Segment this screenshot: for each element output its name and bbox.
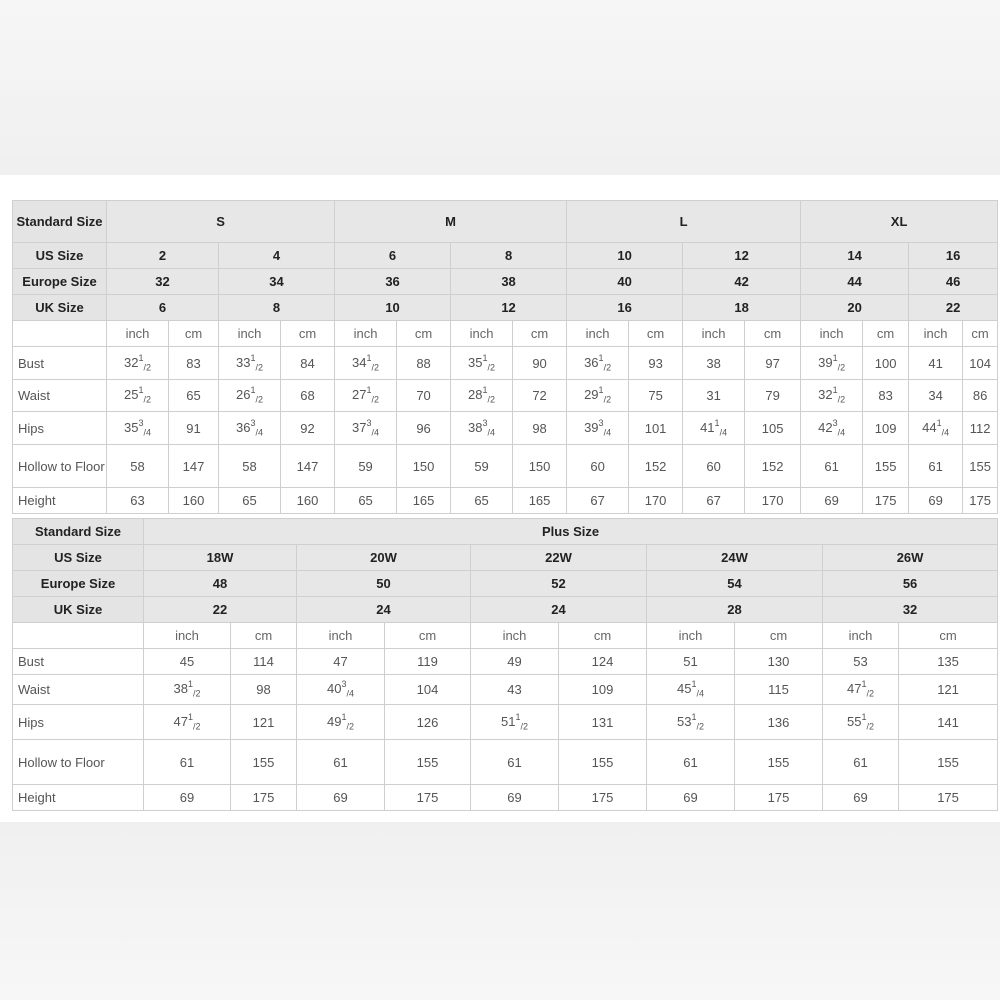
cm-value: 84: [281, 347, 335, 380]
inch-value: $36^3_{/4}$: [219, 412, 281, 445]
measurement-rows: [13, 347, 998, 514]
measurement-row: [13, 412, 998, 445]
inch-value: $42^3_{/4}$: [801, 412, 863, 445]
inch-value: 61: [471, 740, 559, 785]
europe-size-value: 34: [219, 269, 335, 295]
measurement-label: Height: [13, 488, 107, 514]
inch-value: 59: [335, 445, 397, 488]
europe-size-label: Europe Size: [13, 269, 107, 295]
cm-value: 98: [513, 412, 567, 445]
europe-size-value: 54: [647, 571, 823, 597]
inch-value: $47^1_{/2}$: [823, 675, 899, 705]
measurement-row: [13, 675, 998, 705]
inch-value: $47^1_{/2}$: [144, 705, 231, 740]
cm-value: 96: [397, 412, 451, 445]
cm-value: 155: [231, 740, 297, 785]
unit-cm: cm: [963, 321, 998, 347]
inch-value: $25^1_{/2}$: [107, 380, 169, 412]
us-size-row: [13, 545, 998, 571]
inch-value: $41^1_{/4}$: [683, 412, 745, 445]
unit-cm: cm: [231, 623, 297, 649]
europe-size-value: 36: [335, 269, 451, 295]
measurement-row: [13, 488, 998, 514]
inch-value: $34^1_{/2}$: [335, 347, 397, 380]
inch-value: $28^1_{/2}$: [451, 380, 513, 412]
unit-inch: inch: [107, 321, 169, 347]
inch-value: 58: [107, 445, 169, 488]
inch-value: 65: [451, 488, 513, 514]
cm-value: 119: [385, 649, 471, 675]
cm-value: 155: [963, 445, 998, 488]
unit-cm: cm: [513, 321, 567, 347]
measurement-label: Hips: [13, 412, 107, 445]
europe-size-value: 56: [823, 571, 998, 597]
cm-value: 126: [385, 705, 471, 740]
us-size-value: 12: [683, 243, 801, 269]
us-size-value: 16: [909, 243, 998, 269]
cm-value: 160: [281, 488, 335, 514]
uk-size-value: 10: [335, 295, 451, 321]
inch-value: $29^1_{/2}$: [567, 380, 629, 412]
inch-value: $49^1_{/2}$: [297, 705, 385, 740]
cm-value: 152: [629, 445, 683, 488]
inch-value: $37^3_{/4}$: [335, 412, 397, 445]
cm-value: 83: [863, 380, 909, 412]
unit-inch: inch: [335, 321, 397, 347]
measurement-label: Waist: [13, 675, 144, 705]
inch-value: 51: [647, 649, 735, 675]
inch-value: 59: [451, 445, 513, 488]
uk-size-value: 32: [823, 597, 998, 623]
europe-size-label: Europe Size: [13, 571, 144, 597]
cm-value: 72: [513, 380, 567, 412]
inch-value: 34: [909, 380, 963, 412]
cm-value: 109: [863, 412, 909, 445]
measurement-row: [13, 649, 998, 675]
cm-value: 124: [559, 649, 647, 675]
bottom-background: [0, 822, 1000, 1000]
inch-value: 67: [567, 488, 629, 514]
inch-value: 41: [909, 347, 963, 380]
inch-value: 65: [335, 488, 397, 514]
uk-size-value: 8: [219, 295, 335, 321]
inch-value: $32^1_{/2}$: [107, 347, 169, 380]
inch-value: $33^1_{/2}$: [219, 347, 281, 380]
measurement-row: [13, 785, 998, 811]
measurement-row: [13, 380, 998, 412]
measurement-rows: [13, 649, 998, 811]
uk-size-value: 22: [144, 597, 297, 623]
cm-value: 97: [745, 347, 801, 380]
cm-value: 100: [863, 347, 909, 380]
cm-value: 155: [385, 740, 471, 785]
units-blank: [13, 321, 107, 347]
cm-value: 90: [513, 347, 567, 380]
cm-value: 152: [745, 445, 801, 488]
measurement-row: [13, 740, 998, 785]
uk-size-value: 16: [567, 295, 683, 321]
unit-cm: cm: [629, 321, 683, 347]
uk-size-label: UK Size: [13, 597, 144, 623]
uk-size-value: 22: [909, 295, 998, 321]
size-group-m: M: [335, 201, 567, 243]
unit-cm: cm: [899, 623, 998, 649]
cm-value: 150: [513, 445, 567, 488]
inch-value: $26^1_{/2}$: [219, 380, 281, 412]
standard-size-header: Standard Size: [13, 519, 144, 545]
size-group-xl: XL: [801, 201, 998, 243]
us-size-value: 22W: [471, 545, 647, 571]
cm-value: 170: [745, 488, 801, 514]
cm-value: 65: [169, 380, 219, 412]
cm-value: 104: [385, 675, 471, 705]
inch-value: $55^1_{/2}$: [823, 705, 899, 740]
uk-size-value: 28: [647, 597, 823, 623]
inch-value: 61: [144, 740, 231, 785]
inch-value: $32^1_{/2}$: [801, 380, 863, 412]
europe-size-value: 38: [451, 269, 567, 295]
unit-cm: cm: [397, 321, 451, 347]
inch-value: $36^1_{/2}$: [567, 347, 629, 380]
cm-value: 79: [745, 380, 801, 412]
cm-value: 155: [899, 740, 998, 785]
unit-inch: inch: [823, 623, 899, 649]
inch-value: 69: [297, 785, 385, 811]
cm-value: 160: [169, 488, 219, 514]
cm-value: 104: [963, 347, 998, 380]
cm-value: 175: [899, 785, 998, 811]
inch-value: $53^1_{/2}$: [647, 705, 735, 740]
inch-value: $39^1_{/2}$: [801, 347, 863, 380]
uk-size-row: [13, 597, 998, 623]
cm-value: 98: [231, 675, 297, 705]
measurement-label: Hollow to Floor: [13, 445, 107, 488]
units-blank: [13, 623, 144, 649]
europe-size-value: 48: [144, 571, 297, 597]
top-background: [0, 0, 1000, 175]
cm-value: 115: [735, 675, 823, 705]
size-group-plus: Plus Size: [144, 519, 998, 545]
inch-value: $35^1_{/2}$: [451, 347, 513, 380]
inch-value: 69: [801, 488, 863, 514]
us-size-label: US Size: [13, 545, 144, 571]
us-size-value: 2: [107, 243, 219, 269]
cm-value: 155: [735, 740, 823, 785]
inch-value: 31: [683, 380, 745, 412]
inch-value: $39^3_{/4}$: [567, 412, 629, 445]
uk-size-label: UK Size: [13, 295, 107, 321]
inch-value: 43: [471, 675, 559, 705]
measurement-label: Bust: [13, 649, 144, 675]
inch-value: $44^1_{/4}$: [909, 412, 963, 445]
measurement-row: [13, 445, 998, 488]
measurement-label: Hips: [13, 705, 144, 740]
plus-size-table: [12, 518, 998, 811]
cm-value: 88: [397, 347, 451, 380]
unit-cm: cm: [863, 321, 909, 347]
cm-value: 83: [169, 347, 219, 380]
cm-value: 175: [231, 785, 297, 811]
us-size-value: 8: [451, 243, 567, 269]
inch-value: 69: [144, 785, 231, 811]
europe-size-row: [13, 571, 998, 597]
inch-value: 69: [909, 488, 963, 514]
unit-cm: cm: [385, 623, 471, 649]
unit-cm: cm: [169, 321, 219, 347]
inch-value: 47: [297, 649, 385, 675]
inch-value: 63: [107, 488, 169, 514]
cm-value: 130: [735, 649, 823, 675]
cm-value: 165: [513, 488, 567, 514]
cm-value: 165: [397, 488, 451, 514]
size-group-s: S: [107, 201, 335, 243]
unit-cm: cm: [735, 623, 823, 649]
inch-value: 69: [471, 785, 559, 811]
europe-size-value: 52: [471, 571, 647, 597]
inch-value: $40^3_{/4}$: [297, 675, 385, 705]
cm-value: 86: [963, 380, 998, 412]
measurement-row: [13, 347, 998, 380]
cm-value: 155: [559, 740, 647, 785]
inch-value: 69: [647, 785, 735, 811]
inch-value: 61: [801, 445, 863, 488]
uk-size-value: 6: [107, 295, 219, 321]
inch-value: 58: [219, 445, 281, 488]
us-size-value: 24W: [647, 545, 823, 571]
inch-value: $27^1_{/2}$: [335, 380, 397, 412]
cm-value: 112: [963, 412, 998, 445]
us-size-label: US Size: [13, 243, 107, 269]
units-row: [13, 623, 998, 649]
unit-inch: inch: [219, 321, 281, 347]
unit-cm: cm: [281, 321, 335, 347]
inch-value: 69: [823, 785, 899, 811]
cm-value: 175: [385, 785, 471, 811]
cm-value: 155: [863, 445, 909, 488]
cm-value: 92: [281, 412, 335, 445]
inch-value: 60: [567, 445, 629, 488]
cm-value: 175: [863, 488, 909, 514]
cm-value: 147: [169, 445, 219, 488]
inch-value: $38^3_{/4}$: [451, 412, 513, 445]
inch-value: 38: [683, 347, 745, 380]
cm-value: 141: [899, 705, 998, 740]
measurement-label: Hollow to Floor: [13, 740, 144, 785]
cm-value: 136: [735, 705, 823, 740]
unit-inch: inch: [683, 321, 745, 347]
uk-size-value: 18: [683, 295, 801, 321]
inch-value: $51^1_{/2}$: [471, 705, 559, 740]
unit-cm: cm: [559, 623, 647, 649]
cm-value: 91: [169, 412, 219, 445]
europe-size-value: 32: [107, 269, 219, 295]
europe-size-value: 42: [683, 269, 801, 295]
europe-size-value: 50: [297, 571, 471, 597]
measurement-label: Height: [13, 785, 144, 811]
measurement-label: Bust: [13, 347, 107, 380]
unit-inch: inch: [297, 623, 385, 649]
size-group-l: L: [567, 201, 801, 243]
inch-value: 53: [823, 649, 899, 675]
uk-size-row: [13, 295, 998, 321]
unit-inch: inch: [909, 321, 963, 347]
cm-value: 109: [559, 675, 647, 705]
inch-value: 65: [219, 488, 281, 514]
cm-value: 147: [281, 445, 335, 488]
unit-inch: inch: [471, 623, 559, 649]
units-row: [13, 321, 998, 347]
cm-value: 175: [735, 785, 823, 811]
cm-value: 121: [231, 705, 297, 740]
cm-value: 135: [899, 649, 998, 675]
inch-value: 60: [683, 445, 745, 488]
cm-value: 75: [629, 380, 683, 412]
cm-value: 93: [629, 347, 683, 380]
standard-size-header: Standard Size: [13, 201, 107, 243]
unit-inch: inch: [647, 623, 735, 649]
cm-value: 101: [629, 412, 683, 445]
uk-size-value: 24: [471, 597, 647, 623]
unit-cm: cm: [745, 321, 801, 347]
cm-value: 68: [281, 380, 335, 412]
cm-value: 175: [963, 488, 998, 514]
us-size-row: [13, 243, 998, 269]
unit-inch: inch: [451, 321, 513, 347]
cm-value: 114: [231, 649, 297, 675]
uk-size-value: 20: [801, 295, 909, 321]
standard-size-table: [12, 200, 998, 514]
inch-value: $38^1_{/2}$: [144, 675, 231, 705]
us-size-value: 18W: [144, 545, 297, 571]
inch-value: 61: [823, 740, 899, 785]
us-size-value: 20W: [297, 545, 471, 571]
measurement-row: [13, 705, 998, 740]
uk-size-value: 12: [451, 295, 567, 321]
europe-size-value: 44: [801, 269, 909, 295]
cm-value: 170: [629, 488, 683, 514]
us-size-value: 26W: [823, 545, 998, 571]
us-size-value: 6: [335, 243, 451, 269]
inch-value: $35^3_{/4}$: [107, 412, 169, 445]
inch-value: 49: [471, 649, 559, 675]
inch-value: 61: [297, 740, 385, 785]
inch-value: 67: [683, 488, 745, 514]
unit-inch: inch: [801, 321, 863, 347]
inch-value: 61: [909, 445, 963, 488]
uk-size-value: 24: [297, 597, 471, 623]
cm-value: 70: [397, 380, 451, 412]
inch-value: $45^1_{/4}$: [647, 675, 735, 705]
cm-value: 131: [559, 705, 647, 740]
europe-size-value: 46: [909, 269, 998, 295]
us-size-value: 14: [801, 243, 909, 269]
inch-value: 61: [647, 740, 735, 785]
europe-size-value: 40: [567, 269, 683, 295]
us-size-value: 4: [219, 243, 335, 269]
cm-value: 121: [899, 675, 998, 705]
cm-value: 105: [745, 412, 801, 445]
us-size-value: 10: [567, 243, 683, 269]
cm-value: 175: [559, 785, 647, 811]
unit-inch: inch: [567, 321, 629, 347]
unit-inch: inch: [144, 623, 231, 649]
measurement-label: Waist: [13, 380, 107, 412]
inch-value: 45: [144, 649, 231, 675]
cm-value: 150: [397, 445, 451, 488]
europe-size-row: [13, 269, 998, 295]
